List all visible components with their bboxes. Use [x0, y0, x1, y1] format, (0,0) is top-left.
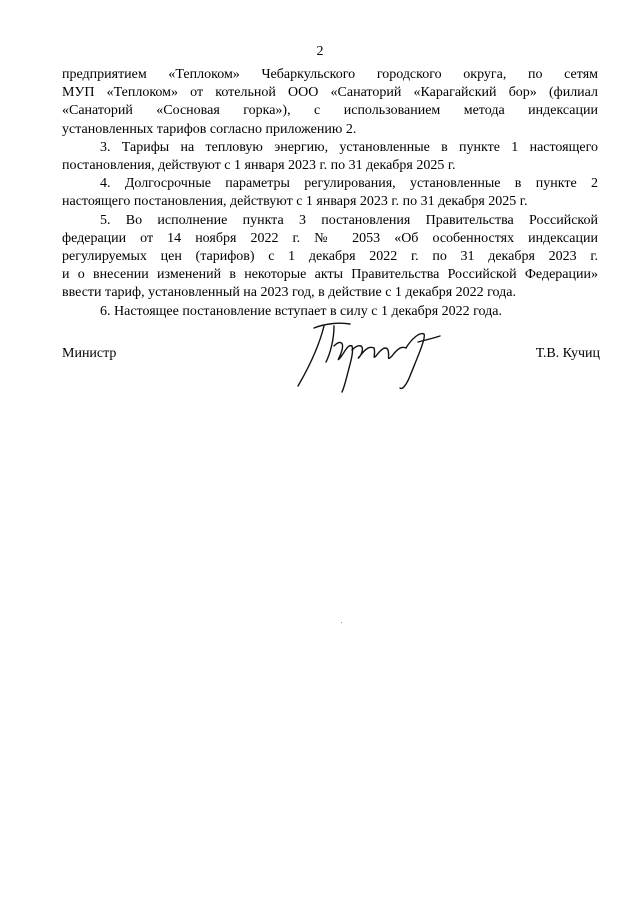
paragraph-4: [62, 175, 598, 211]
signature-block: [62, 322, 600, 402]
paragraph-intro-line-3: «Санаторий «Сосновая горка»), с использованием метода индексации: [62, 103, 598, 119]
position-title: Министр: [62, 346, 117, 361]
document-body: [62, 66, 598, 321]
paragraph-3: [62, 139, 598, 175]
paragraph-5: [62, 212, 598, 303]
handwritten-signature: [290, 316, 450, 396]
paragraph-5-line-2: федерации от 14 ноября 2022 г. № 2053 «Об особенностях индексации: [62, 230, 598, 246]
paragraph-5-line-5: ввести тариф, установленный на 2023 год, в действие с 1 декабря 2022 года.: [62, 285, 516, 301]
paragraph-5-line-3: регулируемых цен (тарифов) с 1 декабря 2022 г. по 31 декабря 2023 г.: [62, 249, 598, 265]
paragraph-intro-line-1: предприятием «Теплоком» Чебаркульского городского округа, по сетям: [62, 67, 598, 82]
paragraph-5-line-4: и о внесении изменений в некоторые акты Правительства Российской Федерации»: [62, 267, 598, 283]
paragraph-3-line-1: 3. Тарифы на тепловую энергию, установленные в пункте 1 настоящего: [100, 139, 598, 155]
scan-speck: [341, 622, 342, 623]
paragraph-intro-line-4: установленных тарифов согласно приложению 2.: [62, 121, 357, 137]
paragraph-3-line-2: постановления, действуют с 1 января 2023 г. по 31 декабря 2025 г.: [62, 158, 456, 174]
paragraph-intro-line-2: МУП «Теплоком» от котельной ООО «Санаторий «Карагайский бор» (филиал: [62, 85, 598, 101]
paragraph-5-line-1: 5. Во исполнение пункта 3 постановления Правительства Российской: [100, 212, 598, 228]
paragraph-4-line-2: настоящего постановления, действуют с 1 января 2023 г. по 31 декабря 2025 г.: [62, 194, 528, 210]
signer-name: Т.В. Кучиц: [535, 346, 600, 361]
paragraph-6-line-1: 6. Настоящее постановление вступает в силу с 1 декабря 2022 года.: [100, 303, 502, 319]
paragraph-4-line-1: 4. Долгосрочные параметры регулирования, установленные в пункте 2: [100, 176, 598, 192]
paragraph-intro: [62, 66, 598, 139]
page-number: 2: [316, 44, 324, 59]
